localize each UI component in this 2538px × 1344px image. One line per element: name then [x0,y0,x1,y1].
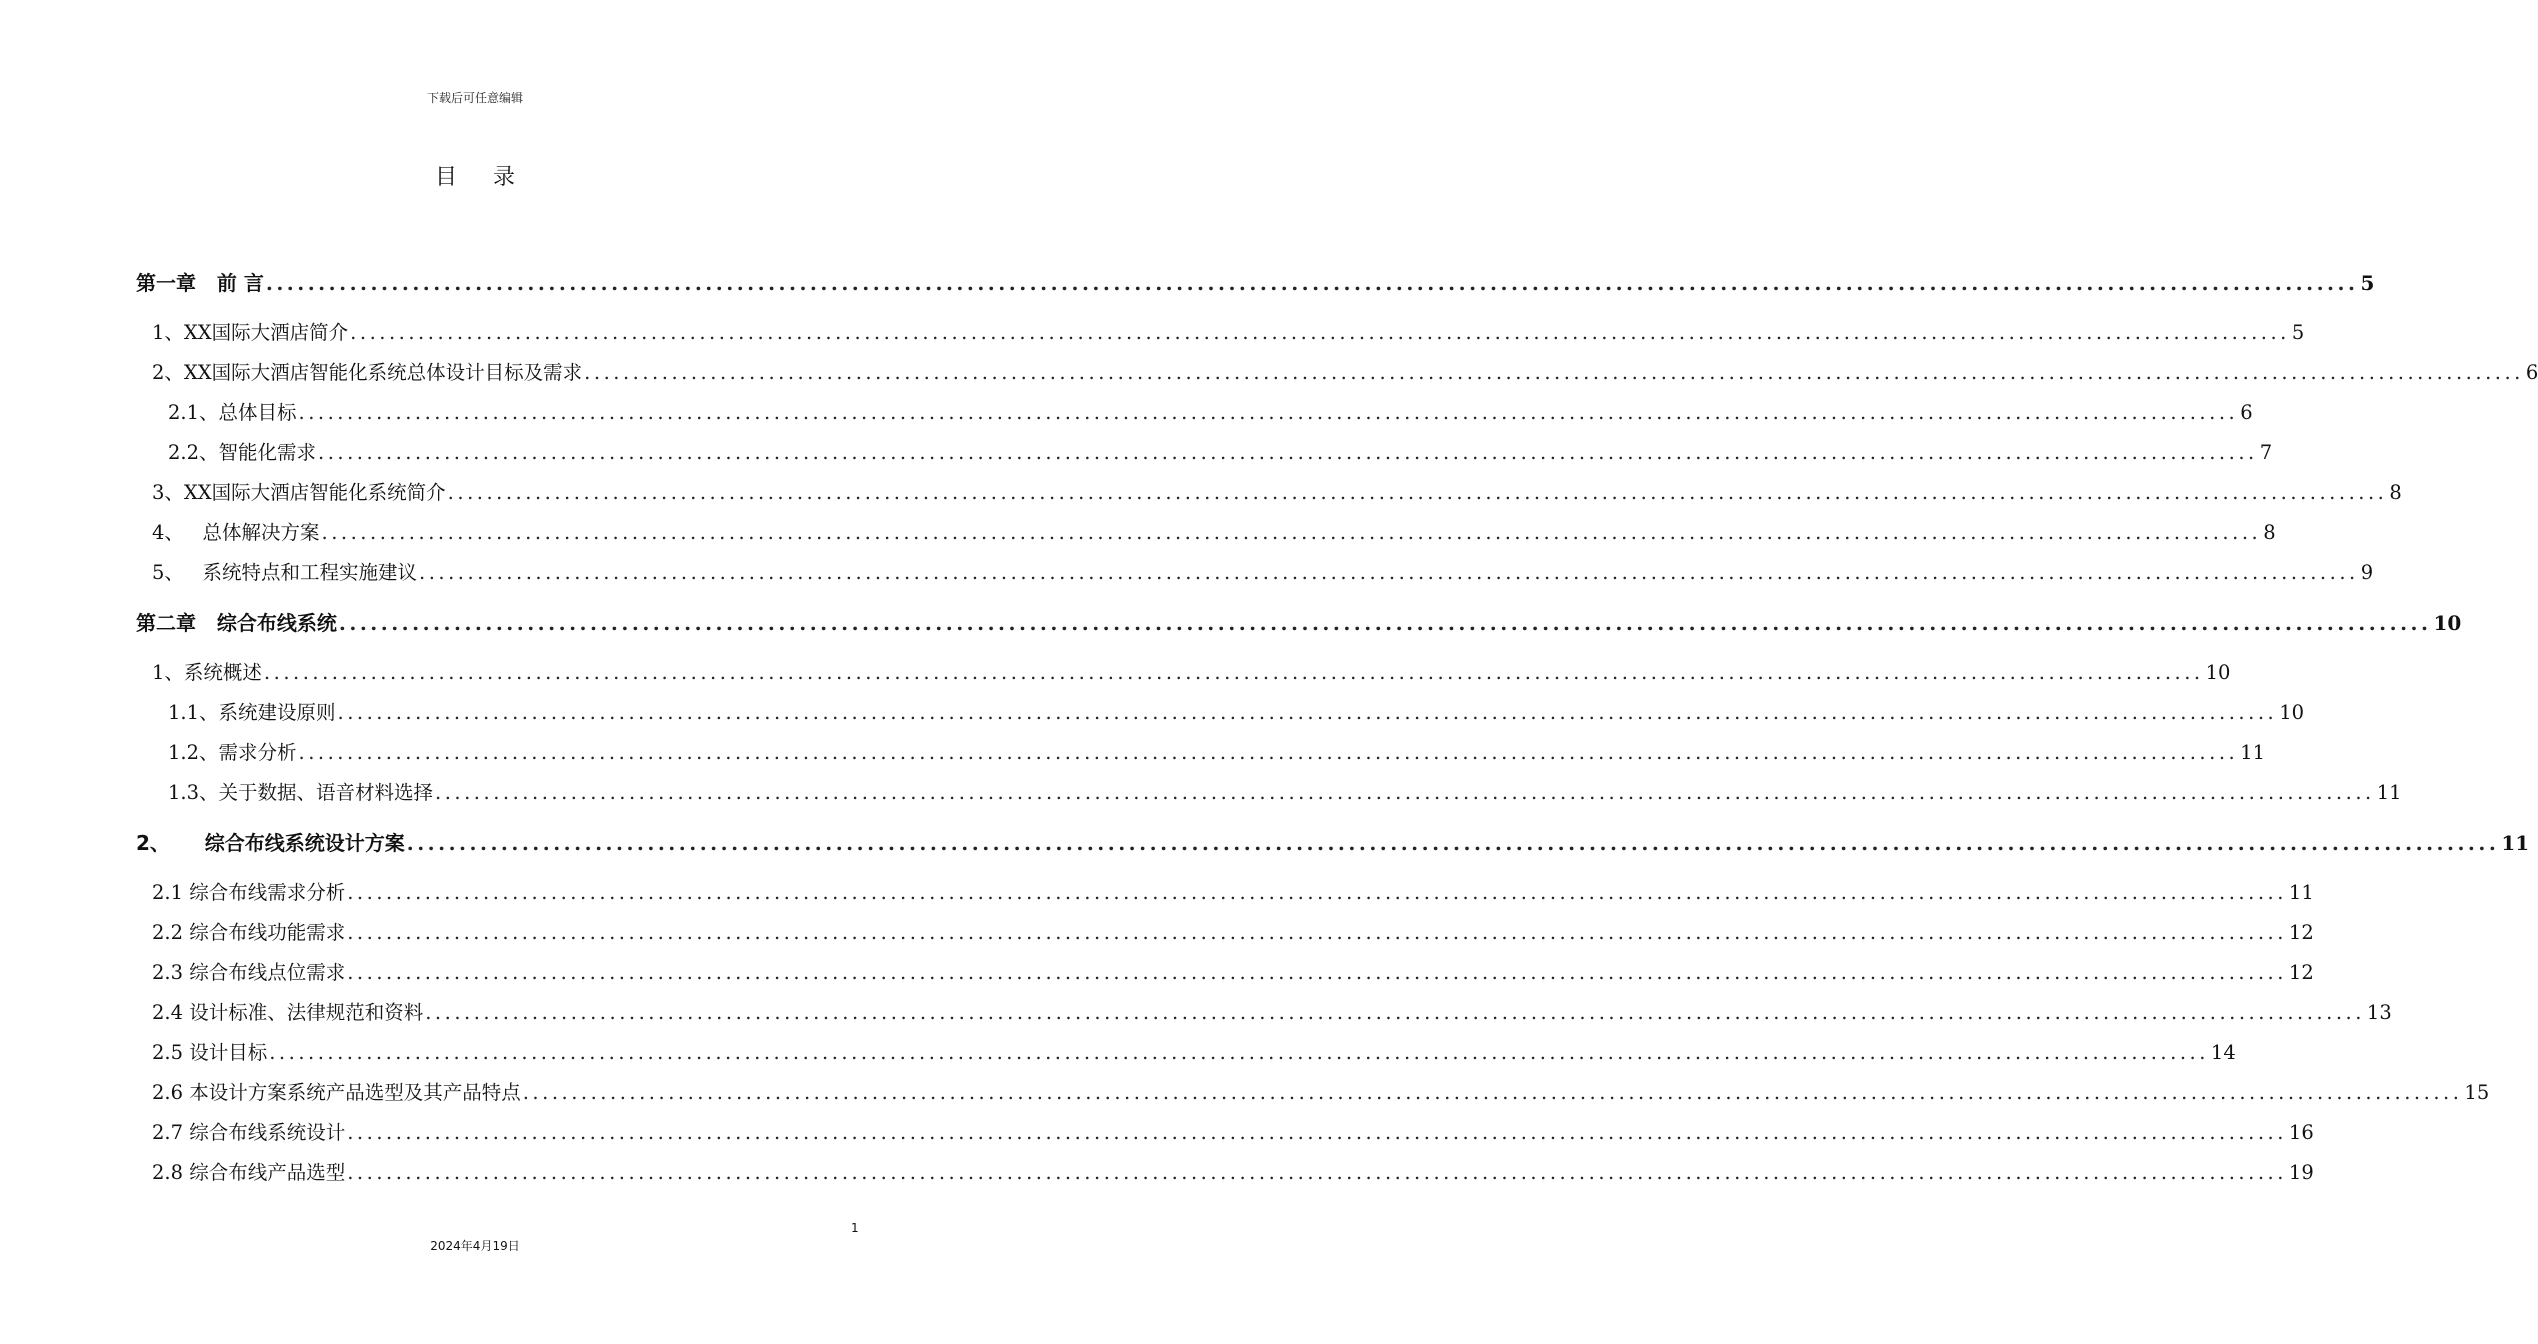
toc-entry[interactable] [0,876,2314,906]
toc-entry[interactable] [0,776,2402,806]
toc-entry-page: 15 [2464,1081,2490,1104]
page-number: 1 [851,1221,859,1235]
toc-entry[interactable] [0,1036,2236,1066]
dot-leader: ........................................................................................................................................................................................................ [265,271,2359,295]
dot-leader: ........................................................................................................................................................................................................ [298,401,2239,424]
toc-entry-page: 8 [2263,521,2276,544]
dot-leader: ........................................................................................................................................................................................................ [263,661,2204,684]
dot-leader: ........................................................................................................................................................................................................ [347,1161,2287,1184]
dot-leader: ........................................................................................................................................................................................................ [419,561,2359,584]
toc-entry-page: 11 [2288,881,2314,904]
toc-entry[interactable] [0,266,2375,296]
toc-entry[interactable] [0,1076,2490,1106]
toc-entry-label: 1、XX国际大酒店简介 [152,321,349,344]
dot-leader: ........................................................................................................................................................................................................ [338,611,2432,635]
toc-entry-page: 9 [2360,561,2374,584]
toc-entry-label: 1、系统概述 [152,661,262,684]
toc-entry-label: 1.3、关于数据、语音材料选择 [168,781,434,804]
toc-entry-page: 10 [2433,611,2462,635]
toc-entry-page: 11 [2240,741,2266,764]
dot-leader: ........................................................................................................................................................................................................ [347,1121,2287,1144]
toc-entry-page: 10 [2205,661,2231,684]
toc-entry[interactable] [0,606,2462,636]
toc-entry[interactable] [0,996,2392,1026]
dot-leader: ........................................................................................................................................................................................................ [321,521,2262,544]
toc-entry-label: 2.4 设计标准、法律规范和资料 [152,1001,424,1024]
toc-entry-page: 12 [2288,961,2314,984]
toc-entry-page: 16 [2288,1121,2314,1144]
toc-entry-page: 7 [2259,441,2273,464]
toc-entry[interactable] [0,476,2402,506]
toc-entry-label: 2.3 综合布线点位需求 [152,961,346,984]
toc-entry-label: 2.1、总体目标 [168,401,297,424]
dot-leader: ........................................................................................................................................................................................................ [435,781,2375,804]
toc-entry-label: 2.2 综合布线功能需求 [152,921,346,944]
toc-entry-label: 2、 综合布线系统设计方案 [136,831,405,855]
toc-entry[interactable] [0,436,2273,466]
footer-date: 2024年4月19日 [430,1239,520,1253]
toc-entry[interactable] [0,356,2538,386]
toc-entry-label: 2.8 综合布线产品选型 [152,1161,346,1184]
toc-entry-label: 3、XX国际大酒店智能化系统简介 [152,481,446,504]
dot-leader: ........................................................................................................................................................................................................ [337,701,2278,724]
toc-entry-label: 2.7 综合布线系统设计 [152,1121,346,1144]
toc-entry-label: 2、XX国际大酒店智能化系统总体设计目标及需求 [152,361,583,384]
dot-leader: ........................................................................................................................................................................................................ [318,441,2258,464]
toc-entry-label: 1.2、需求分析 [168,741,297,764]
toc-entry[interactable] [0,556,2374,586]
toc-entry[interactable] [0,696,2305,726]
toc-entry-label: 第一章 前 言 [136,271,264,295]
toc-entry[interactable] [0,316,2305,346]
toc-title: 目录 [434,165,551,190]
toc-entry-page: 6 [2525,361,2538,384]
dot-leader: ........................................................................................................................................................................................................ [522,1081,2463,1104]
toc-entry[interactable] [0,916,2314,946]
toc-entry-label: 2.1 综合布线需求分析 [152,881,346,904]
toc-entry-label: 2.5 设计目标 [152,1041,268,1064]
toc-entry-label: 4、 总体解决方案 [152,521,320,544]
dot-leader: ........................................................................................................................................................................................................ [347,881,2287,904]
toc-entry-label: 5、 系统特点和工程实施建议 [152,561,418,584]
dot-leader: ........................................................................................................................................................................................................ [350,321,2290,344]
toc-entry[interactable] [0,1156,2314,1186]
toc-entry[interactable] [0,826,2530,856]
dot-leader: ........................................................................................................................................................................................................ [425,1001,2365,1024]
toc-entry[interactable] [0,396,2253,426]
toc-entry-page: 19 [2288,1161,2314,1184]
dot-leader: ........................................................................................................................................................................................................ [269,1041,2209,1064]
toc-entry-page: 13 [2366,1001,2392,1024]
toc-entry-label: 第二章 综合布线系统 [136,611,337,635]
toc-entry-label: 2.6 本设计方案系统产品选型及其产品特点 [152,1081,521,1104]
dot-leader: ........................................................................................................................................................................................................ [447,481,2388,504]
toc-entry-page: 5 [2291,321,2305,344]
toc-entry[interactable] [0,656,2231,686]
toc-entry-page: 11 [2501,831,2530,855]
toc-entry-page: 6 [2240,401,2253,424]
toc-entry[interactable] [0,516,2276,546]
dot-leader: ........................................................................................................................................................................................................ [584,361,2524,384]
toc-entry-label: 1.1、系统建设原则 [168,701,336,724]
toc-entry[interactable] [0,736,2266,766]
dot-leader: ........................................................................................................................................................................................................ [298,741,2239,764]
dot-leader: ........................................................................................................................................................................................................ [347,961,2287,984]
header-note: 下载后可任意编辑 [426,91,523,105]
toc-entry-page: 11 [2376,781,2402,804]
toc-entry-page: 10 [2279,701,2305,724]
toc-entry-page: 14 [2210,1041,2236,1064]
toc-entry-page: 5 [2360,271,2375,295]
toc-entry-label: 2.2、智能化需求 [168,441,317,464]
toc-entry-page: 8 [2389,481,2402,504]
dot-leader: ........................................................................................................................................................................................................ [406,831,2500,855]
toc-entry-page: 12 [2288,921,2314,944]
dot-leader: ........................................................................................................................................................................................................ [347,921,2287,944]
toc-entry[interactable] [0,1116,2314,1146]
toc-entry[interactable] [0,956,2314,986]
